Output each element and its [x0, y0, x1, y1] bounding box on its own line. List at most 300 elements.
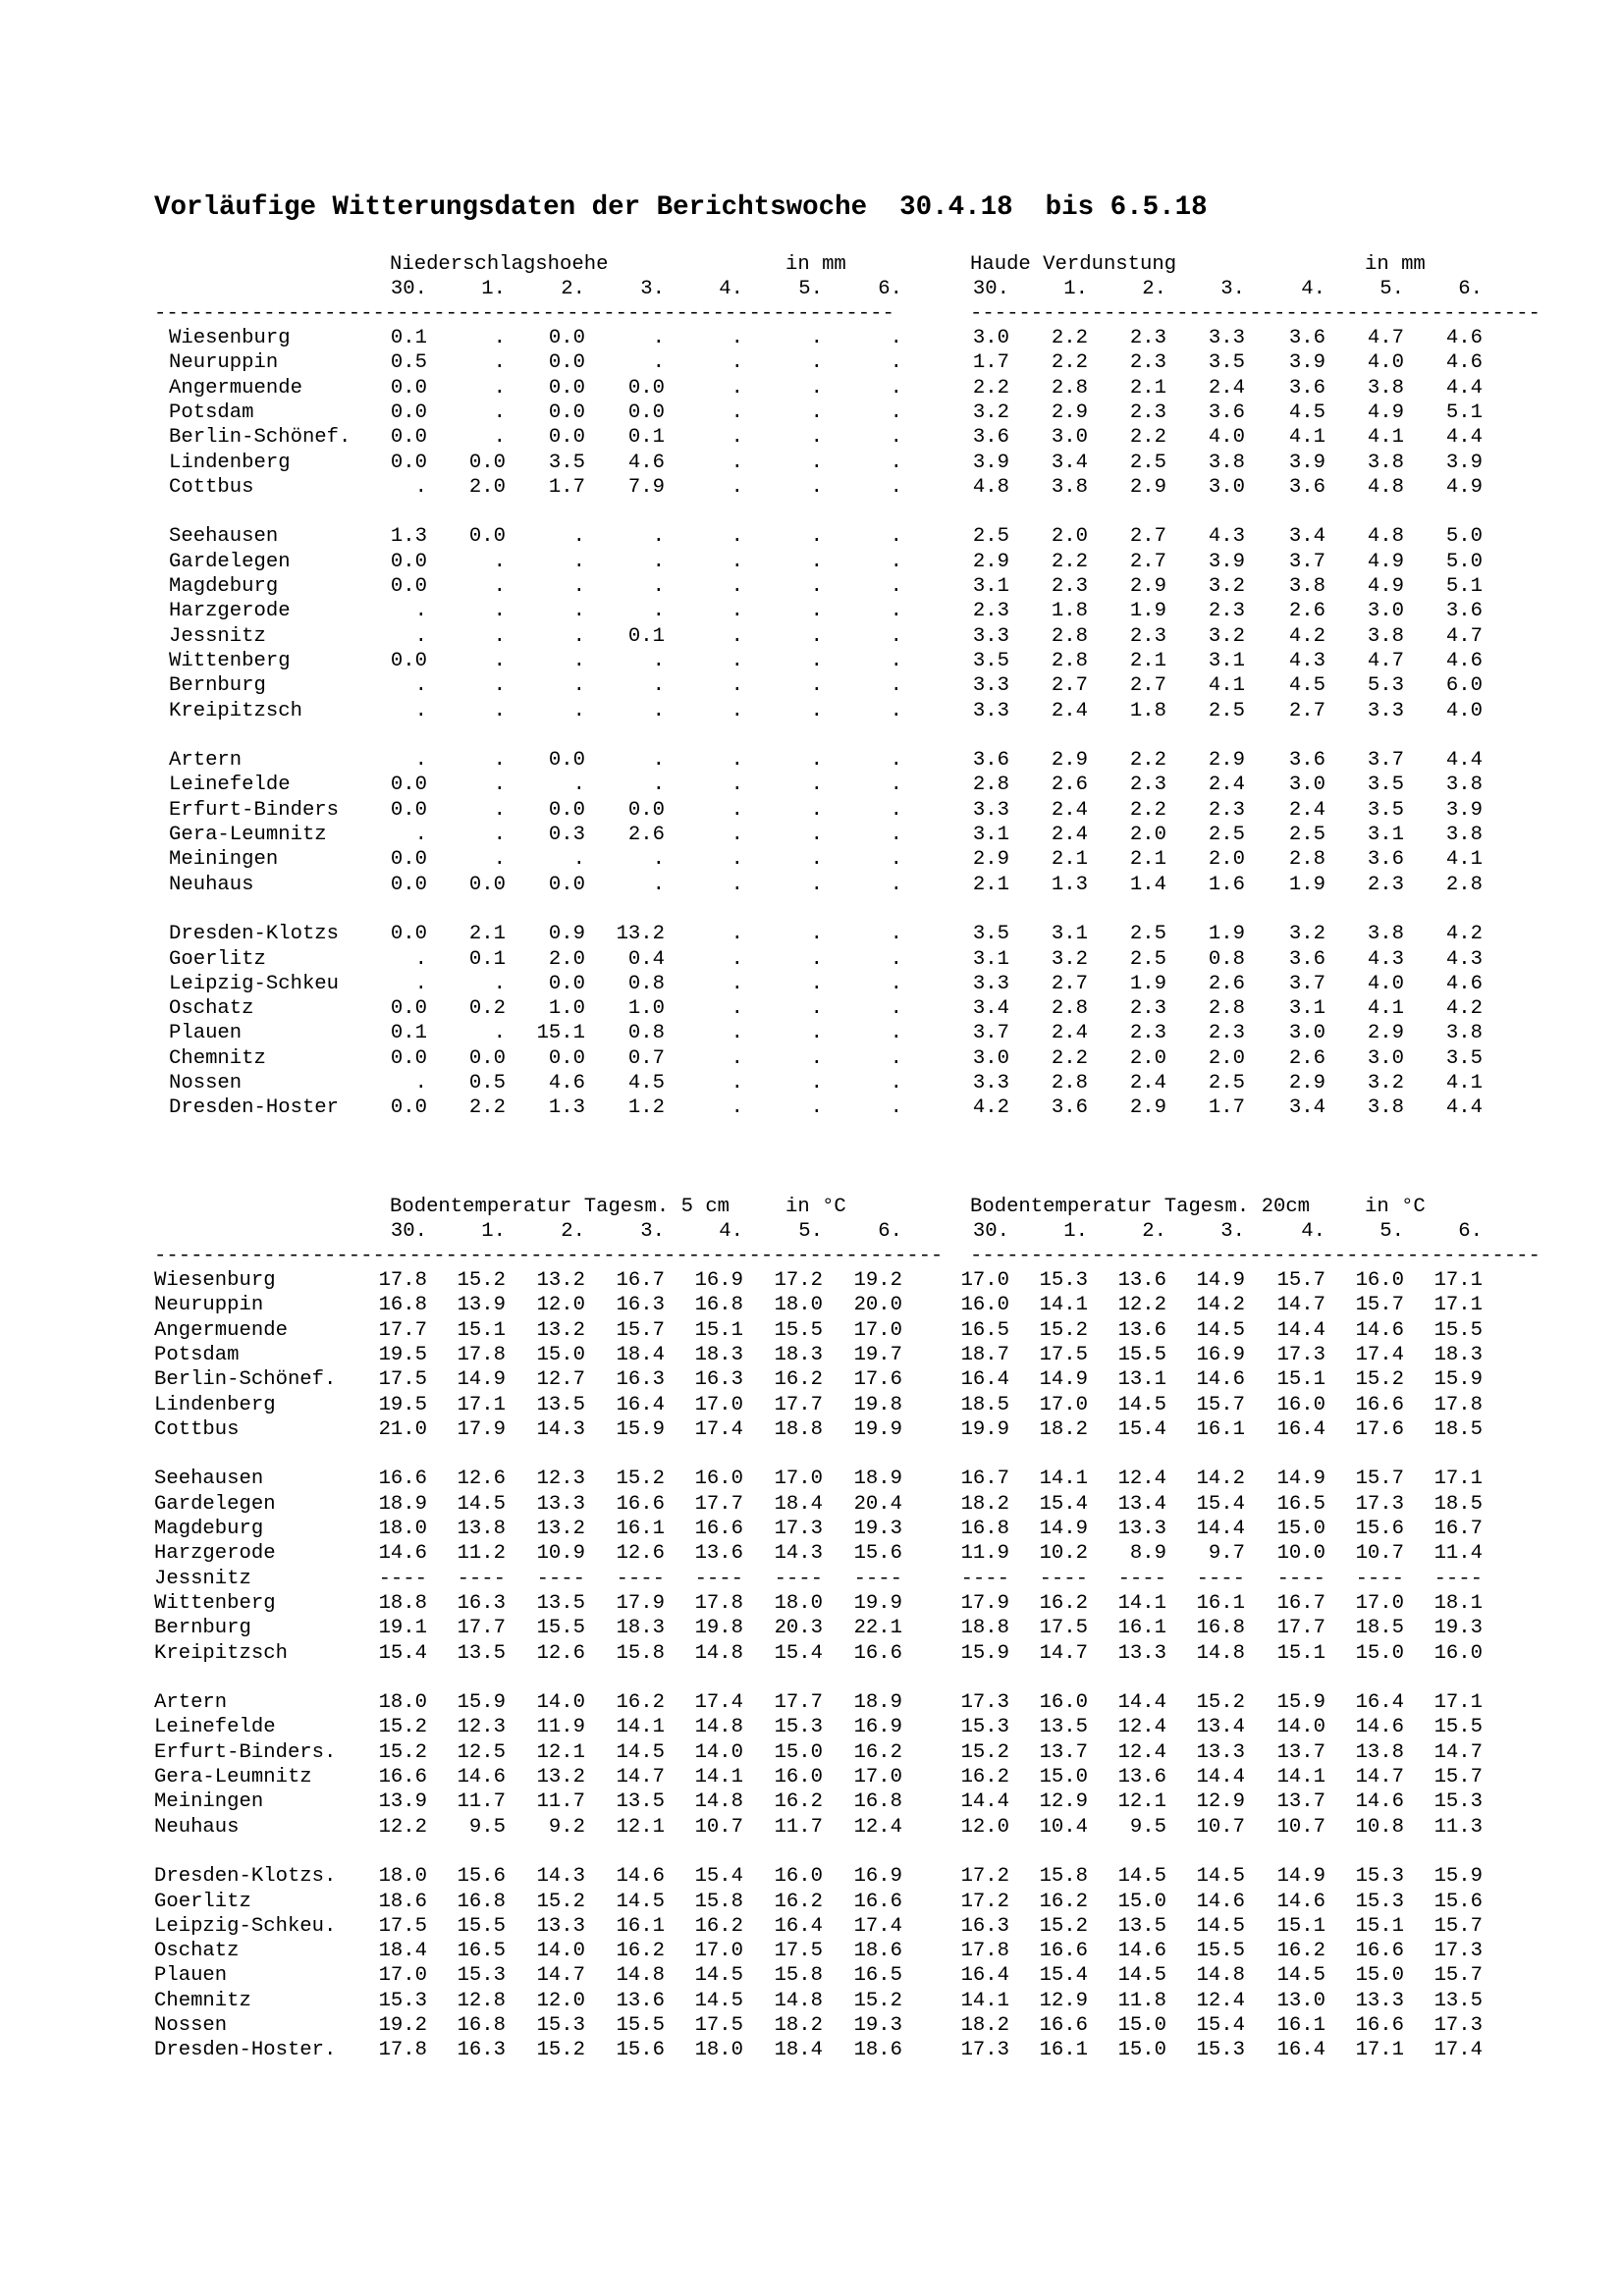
value-cell: .: [890, 873, 902, 896]
value-cell: 16.4: [960, 1964, 1009, 1988]
value-cell: 17.0: [853, 1766, 902, 1789]
value-cell: 16.6: [694, 1518, 743, 1540]
bottom-day-header-left: 5.: [798, 1220, 823, 1243]
value-cell: 12.2: [378, 1815, 427, 1839]
value-cell: 0.0: [548, 376, 585, 400]
value-cell: 4.3: [1208, 525, 1245, 549]
value-cell: 16.8: [1196, 1617, 1245, 1640]
value-cell: 2.0: [1208, 848, 1245, 872]
value-cell: .: [572, 624, 585, 648]
value-cell: .: [890, 1022, 902, 1045]
value-cell: 15.7: [1196, 1393, 1245, 1416]
value-cell: .: [810, 475, 823, 499]
value-cell: 4.6: [548, 1072, 585, 1095]
value-cell: 2.4: [1051, 798, 1088, 822]
value-cell: 16.1: [1039, 2039, 1088, 2062]
value-cell: 3.3: [972, 699, 1009, 722]
value-cell: 12.0: [960, 1815, 1009, 1839]
value-cell: 2.2: [468, 1096, 506, 1120]
value-cell: 16.4: [1276, 1417, 1325, 1441]
station-name: Chemnitz: [169, 1046, 266, 1070]
value-cell: 14.4: [960, 1790, 1009, 1814]
value-cell: 17.4: [694, 1691, 743, 1715]
table-row: [0, 699, 1623, 723]
value-cell: 3.1: [1208, 649, 1245, 672]
value-cell: 1.9: [1129, 600, 1166, 623]
value-cell: 0.0: [548, 1046, 585, 1070]
value-cell: 0.0: [627, 376, 665, 400]
station-name: Magdeburg: [154, 1518, 264, 1540]
value-cell: 16.7: [1434, 1518, 1483, 1540]
value-cell: 15.0: [774, 1740, 823, 1764]
table-row: [0, 873, 1623, 897]
value-cell: 0.8: [627, 1022, 665, 1045]
value-cell: .: [414, 972, 427, 995]
value-cell: 20.4: [853, 1492, 902, 1516]
value-cell: 17.3: [960, 2039, 1009, 2062]
value-cell: .: [810, 923, 823, 946]
value-cell: 15.5: [1117, 1343, 1166, 1366]
value-cell: 5.1: [1445, 400, 1483, 424]
value-cell: 4.8: [972, 475, 1009, 499]
station-name: Berlin-Schönef.: [154, 1368, 337, 1392]
value-cell: 3.8: [1367, 451, 1404, 474]
value-cell: .: [810, 997, 823, 1021]
value-cell: 10.8: [1355, 1815, 1404, 1839]
value-cell: 4.2: [972, 1096, 1009, 1120]
value-cell: 2.4: [1208, 774, 1245, 797]
value-cell: .: [890, 1096, 902, 1120]
value-cell: 15.7: [1434, 1964, 1483, 1988]
value-cell: 0.0: [548, 972, 585, 995]
value-cell: 15.6: [1355, 1518, 1404, 1540]
value-cell: 15.2: [1039, 1318, 1088, 1342]
station-name: Plauen: [154, 1964, 228, 1988]
value-cell: .: [493, 550, 506, 573]
value-cell: 16.7: [616, 1269, 665, 1292]
value-cell: 2.2: [1129, 749, 1166, 773]
station-name: Oschatz: [154, 1940, 240, 1963]
value-cell: 16.4: [616, 1393, 665, 1416]
value-cell: 1.3: [548, 1096, 585, 1120]
bottom-day-header-right: 1.: [1063, 1220, 1088, 1243]
value-cell: 2.2: [1051, 351, 1088, 375]
value-cell: 0.8: [627, 972, 665, 995]
station-name: Seehausen: [154, 1468, 264, 1491]
value-cell: 0.4: [627, 947, 665, 971]
value-cell: 2.4: [1129, 1072, 1166, 1095]
value-cell: 16.9: [853, 1716, 902, 1739]
value-cell: 3.9: [1445, 798, 1483, 822]
value-cell: 2.0: [1051, 525, 1088, 549]
value-cell: 5.3: [1367, 674, 1404, 698]
value-cell: 15.0: [536, 1343, 585, 1366]
table-row: [0, 1071, 1623, 1095]
value-cell: 18.8: [774, 1417, 823, 1441]
value-cell: 14.2: [1196, 1294, 1245, 1317]
value-cell: 2.5: [1129, 947, 1166, 971]
value-cell: .: [890, 624, 902, 648]
value-cell: 10.7: [694, 1815, 743, 1839]
value-cell: .: [572, 774, 585, 797]
value-cell: 15.9: [616, 1417, 665, 1441]
value-cell: .: [572, 575, 585, 598]
table-row: [0, 1616, 1623, 1640]
value-cell: 17.6: [1355, 1417, 1404, 1441]
value-cell: .: [730, 1022, 743, 1045]
station-name: Artern: [154, 1691, 228, 1715]
value-cell: .: [890, 848, 902, 872]
value-cell: 15.8: [694, 1890, 743, 1913]
value-cell: 3.1: [972, 824, 1009, 846]
value-cell: 12.1: [536, 1740, 585, 1764]
value-cell: 9.7: [1208, 1542, 1245, 1566]
value-cell: .: [810, 798, 823, 822]
value-cell: .: [414, 749, 427, 773]
value-cell: 14.9: [1039, 1518, 1088, 1540]
value-cell: .: [572, 600, 585, 623]
value-cell: 18.0: [378, 1518, 427, 1540]
value-cell: 2.2: [1051, 1046, 1088, 1070]
value-cell: 16.0: [1039, 1691, 1088, 1715]
value-cell: 0.1: [390, 1022, 427, 1045]
value-cell: 18.2: [1039, 1417, 1088, 1441]
station-name: Plauen: [169, 1022, 243, 1045]
value-cell: 18.6: [378, 1890, 427, 1913]
value-cell: 16.0: [1434, 1641, 1483, 1665]
value-cell: 16.2: [616, 1691, 665, 1715]
value-cell: 9.5: [1129, 1815, 1166, 1839]
value-cell: 16.2: [1039, 1591, 1088, 1615]
value-cell: 16.3: [960, 1914, 1009, 1938]
value-cell: 4.0: [1367, 972, 1404, 995]
value-cell: 3.8: [1367, 624, 1404, 648]
value-cell: 17.1: [1434, 1294, 1483, 1317]
value-cell: 11.4: [1434, 1542, 1483, 1566]
value-cell: 16.3: [694, 1368, 743, 1392]
value-cell: 3.9: [972, 451, 1009, 474]
value-cell: 15.1: [1355, 1914, 1404, 1938]
value-cell: .: [730, 525, 743, 549]
value-cell: 17.7: [1276, 1617, 1325, 1640]
value-cell: .: [493, 426, 506, 450]
value-cell: 15.2: [378, 1716, 427, 1739]
value-cell: .: [810, 376, 823, 400]
station-name: Harzgerode: [169, 600, 291, 623]
value-cell: 13.7: [1276, 1740, 1325, 1764]
value-cell: 14.2: [1196, 1468, 1245, 1491]
top-day-header-left: 5.: [798, 278, 823, 300]
value-cell: 18.5: [1434, 1417, 1483, 1441]
value-cell: .: [810, 1096, 823, 1120]
value-cell: 3.0: [1208, 475, 1245, 499]
value-cell: 3.3: [972, 1072, 1009, 1095]
value-cell: 17.8: [378, 1269, 427, 1292]
value-cell: 3.8: [1367, 1096, 1404, 1120]
table-row: [0, 922, 1623, 946]
value-cell: .: [890, 749, 902, 773]
value-cell: .: [810, 327, 823, 349]
value-cell: 11.7: [774, 1815, 823, 1839]
value-cell: 2.8: [1051, 997, 1088, 1021]
top-day-header-left: 4.: [719, 278, 743, 300]
value-cell: 16.7: [960, 1468, 1009, 1491]
value-cell: 17.0: [853, 1318, 902, 1342]
value-cell: 17.4: [1355, 1343, 1404, 1366]
value-cell: 3.2: [1288, 923, 1325, 946]
value-cell: 3.8: [1367, 923, 1404, 946]
value-cell: .: [890, 997, 902, 1021]
value-cell: 17.4: [853, 1914, 902, 1938]
value-cell: .: [493, 351, 506, 375]
table-row: [0, 1393, 1623, 1417]
value-cell: 14.0: [536, 1940, 585, 1963]
value-cell: 14.0: [536, 1691, 585, 1715]
value-cell: 0.0: [390, 575, 427, 598]
value-cell: 16.2: [774, 1368, 823, 1392]
value-cell: 19.3: [1434, 1617, 1483, 1640]
value-cell: 15.8: [616, 1641, 665, 1665]
value-cell: 16.2: [960, 1766, 1009, 1789]
value-cell: 12.5: [457, 1740, 506, 1764]
value-cell: 12.6: [536, 1641, 585, 1665]
top-day-header-right: 3.: [1220, 278, 1245, 300]
value-cell: 16.2: [774, 1890, 823, 1913]
value-cell: 14.7: [1276, 1294, 1325, 1317]
value-cell: 19.8: [694, 1617, 743, 1640]
value-cell: 4.8: [1367, 475, 1404, 499]
value-cell: .: [572, 525, 585, 549]
value-cell: 3.6: [1445, 600, 1483, 623]
station-name: Wittenberg: [154, 1591, 276, 1615]
value-cell: .: [730, 947, 743, 971]
value-cell: 17.0: [960, 1269, 1009, 1292]
value-cell: 16.1: [1196, 1417, 1245, 1441]
value-cell: 3.8: [1445, 774, 1483, 797]
value-cell: 3.4: [1288, 1096, 1325, 1120]
value-cell: 0.8: [1208, 947, 1245, 971]
value-cell: 14.1: [1117, 1591, 1166, 1615]
value-cell: 22.1: [853, 1617, 902, 1640]
value-cell: 15.3: [457, 1964, 506, 1988]
value-cell: 14.9: [1196, 1269, 1245, 1292]
value-cell: 14.6: [457, 1766, 506, 1789]
value-cell: 2.3: [1129, 351, 1166, 375]
table-row: [0, 1864, 1623, 1889]
value-cell: .: [810, 525, 823, 549]
value-cell: 18.2: [774, 2014, 823, 2037]
value-cell: 15.7: [616, 1318, 665, 1342]
value-cell: 14.5: [1117, 1964, 1166, 1988]
value-cell: 18.6: [853, 1940, 902, 1963]
value-cell: 19.2: [853, 1269, 902, 1292]
value-cell: 14.7: [1355, 1766, 1404, 1789]
value-cell: 17.9: [960, 1591, 1009, 1615]
table-row: [0, 1591, 1623, 1616]
value-cell: 0.1: [468, 947, 506, 971]
value-cell: 15.5: [457, 1914, 506, 1938]
station-name: Potsdam: [169, 400, 254, 424]
value-cell: 17.0: [1039, 1393, 1088, 1416]
value-cell: 2.6: [1208, 972, 1245, 995]
value-cell: 16.5: [960, 1318, 1009, 1342]
value-cell: 3.5: [548, 451, 585, 474]
value-cell: .: [890, 824, 902, 846]
value-cell: 15.0: [1117, 1890, 1166, 1913]
value-cell: .: [890, 923, 902, 946]
value-cell: 15.2: [1196, 1691, 1245, 1715]
value-cell: 17.1: [1434, 1269, 1483, 1292]
value-cell: 18.4: [774, 1492, 823, 1516]
value-cell: 15.0: [1355, 1641, 1404, 1665]
value-cell: 14.6: [1196, 1890, 1245, 1913]
bottom-right-unit: in °C: [1365, 1196, 1426, 1218]
value-cell: 15.2: [853, 1989, 902, 2012]
value-cell: .: [493, 400, 506, 424]
value-cell: 16.3: [457, 2039, 506, 2062]
value-cell: 3.3: [972, 674, 1009, 698]
value-cell: 2.7: [1129, 550, 1166, 573]
value-cell: 12.0: [536, 1989, 585, 2012]
value-cell: 19.9: [853, 1417, 902, 1441]
value-cell: 13.3: [1355, 1989, 1404, 2012]
value-cell: 13.3: [536, 1914, 585, 1938]
value-cell: 3.8: [1208, 451, 1245, 474]
value-cell: 18.8: [960, 1617, 1009, 1640]
value-cell: 2.9: [1208, 749, 1245, 773]
value-cell: 18.4: [378, 1940, 427, 1963]
value-cell: .: [890, 426, 902, 450]
bottom-day-header-left: 4.: [719, 1220, 743, 1243]
value-cell: 4.1: [1208, 674, 1245, 698]
value-cell: 15.1: [536, 1022, 585, 1045]
value-cell: 6.0: [1445, 674, 1483, 698]
value-cell: 13.8: [1355, 1740, 1404, 1764]
value-cell: 15.3: [378, 1989, 427, 2012]
value-cell: 10.9: [536, 1542, 585, 1566]
value-cell: 14.0: [694, 1740, 743, 1764]
value-cell: 18.9: [853, 1691, 902, 1715]
value-cell: 17.5: [694, 2014, 743, 2037]
table-row: [0, 1021, 1623, 1045]
bottom-day-header-right: 5.: [1380, 1220, 1404, 1243]
station-name: Meiningen: [154, 1790, 264, 1814]
bottom-divider-right: -----------------------------------------------: [970, 1245, 1541, 1267]
value-cell: .: [730, 873, 743, 896]
station-name: Harzgerode: [154, 1542, 276, 1566]
value-cell: 4.1: [1367, 997, 1404, 1021]
value-cell: .: [493, 798, 506, 822]
value-cell: 15.8: [774, 1964, 823, 1988]
value-cell: 3.5: [1367, 774, 1404, 797]
value-cell: 4.1: [1445, 1072, 1483, 1095]
value-cell: 15.0: [1039, 1766, 1088, 1789]
value-cell: 0.0: [468, 1046, 506, 1070]
value-cell: .: [810, 1046, 823, 1070]
value-cell: 15.6: [616, 2039, 665, 2062]
value-cell: 2.9: [972, 848, 1009, 872]
value-cell: 14.8: [616, 1964, 665, 1988]
value-cell: 15.1: [1276, 1368, 1325, 1392]
value-cell: .: [890, 674, 902, 698]
value-cell: 10.4: [1039, 1815, 1088, 1839]
value-cell: 17.7: [378, 1318, 427, 1342]
value-cell: 15.2: [378, 1740, 427, 1764]
value-cell: .: [652, 848, 665, 872]
value-cell: .: [730, 674, 743, 698]
value-cell: 0.0: [390, 426, 427, 450]
value-cell: .: [810, 575, 823, 598]
value-cell: .: [890, 972, 902, 995]
value-cell: 14.1: [1039, 1468, 1088, 1491]
value-cell: 18.9: [853, 1468, 902, 1491]
value-cell: 14.6: [1355, 1716, 1404, 1739]
station-name: Magdeburg: [169, 575, 279, 598]
top-day-header-left: 30.: [390, 278, 427, 300]
table-row: [0, 1492, 1623, 1517]
value-cell: 19.9: [853, 1591, 902, 1615]
value-cell: .: [730, 972, 743, 995]
station-name: Angermuende: [169, 376, 302, 400]
value-cell: 2.7: [1129, 674, 1166, 698]
value-cell: 3.2: [1367, 1072, 1404, 1095]
value-cell: 17.8: [457, 1343, 506, 1366]
value-cell: .: [730, 327, 743, 349]
value-cell: 17.5: [378, 1914, 427, 1938]
station-name: Bernburg: [154, 1617, 251, 1640]
value-cell: 17.5: [378, 1368, 427, 1392]
value-cell: 0.0: [390, 1046, 427, 1070]
top-left-unit: in mm: [785, 253, 846, 276]
station-name: Lindenberg: [154, 1393, 276, 1416]
value-cell: .: [414, 674, 427, 698]
value-cell: 2.8: [1445, 873, 1483, 896]
value-cell: 19.5: [378, 1393, 427, 1416]
value-cell: 2.2: [1129, 798, 1166, 822]
value-cell: 2.5: [1288, 824, 1325, 846]
value-cell: .: [810, 400, 823, 424]
value-cell: 2.3: [1367, 873, 1404, 896]
value-cell: 15.5: [536, 1617, 585, 1640]
value-cell: 4.7: [1445, 624, 1483, 648]
value-cell: 3.6: [1288, 749, 1325, 773]
value-cell: .: [730, 376, 743, 400]
value-cell: 17.0: [774, 1468, 823, 1491]
value-cell: 13.9: [457, 1294, 506, 1317]
value-cell: 17.2: [960, 1865, 1009, 1889]
value-cell: 14.6: [1196, 1368, 1245, 1392]
top-day-header-left: 1.: [481, 278, 506, 300]
value-cell: 3.4: [1051, 451, 1088, 474]
station-name: Dresden-Hoster.: [154, 2039, 337, 2062]
value-cell: 17.7: [694, 1492, 743, 1516]
value-cell: .: [414, 600, 427, 623]
value-cell: 14.5: [1276, 1964, 1325, 1988]
value-cell: 15.4: [1117, 1417, 1166, 1441]
value-cell: 17.9: [457, 1417, 506, 1441]
value-cell: .: [810, 351, 823, 375]
station-name: Wiesenburg: [169, 327, 291, 349]
value-cell: 2.9: [1288, 1072, 1325, 1095]
value-cell: 15.2: [1039, 1914, 1088, 1938]
value-cell: 15.4: [694, 1865, 743, 1889]
value-cell: 17.3: [1434, 1940, 1483, 1963]
value-cell: 15.1: [1276, 1914, 1325, 1938]
value-cell: .: [890, 600, 902, 623]
value-cell: 2.3: [1208, 600, 1245, 623]
value-cell: 15.0: [1276, 1518, 1325, 1540]
value-cell: 3.5: [972, 923, 1009, 946]
